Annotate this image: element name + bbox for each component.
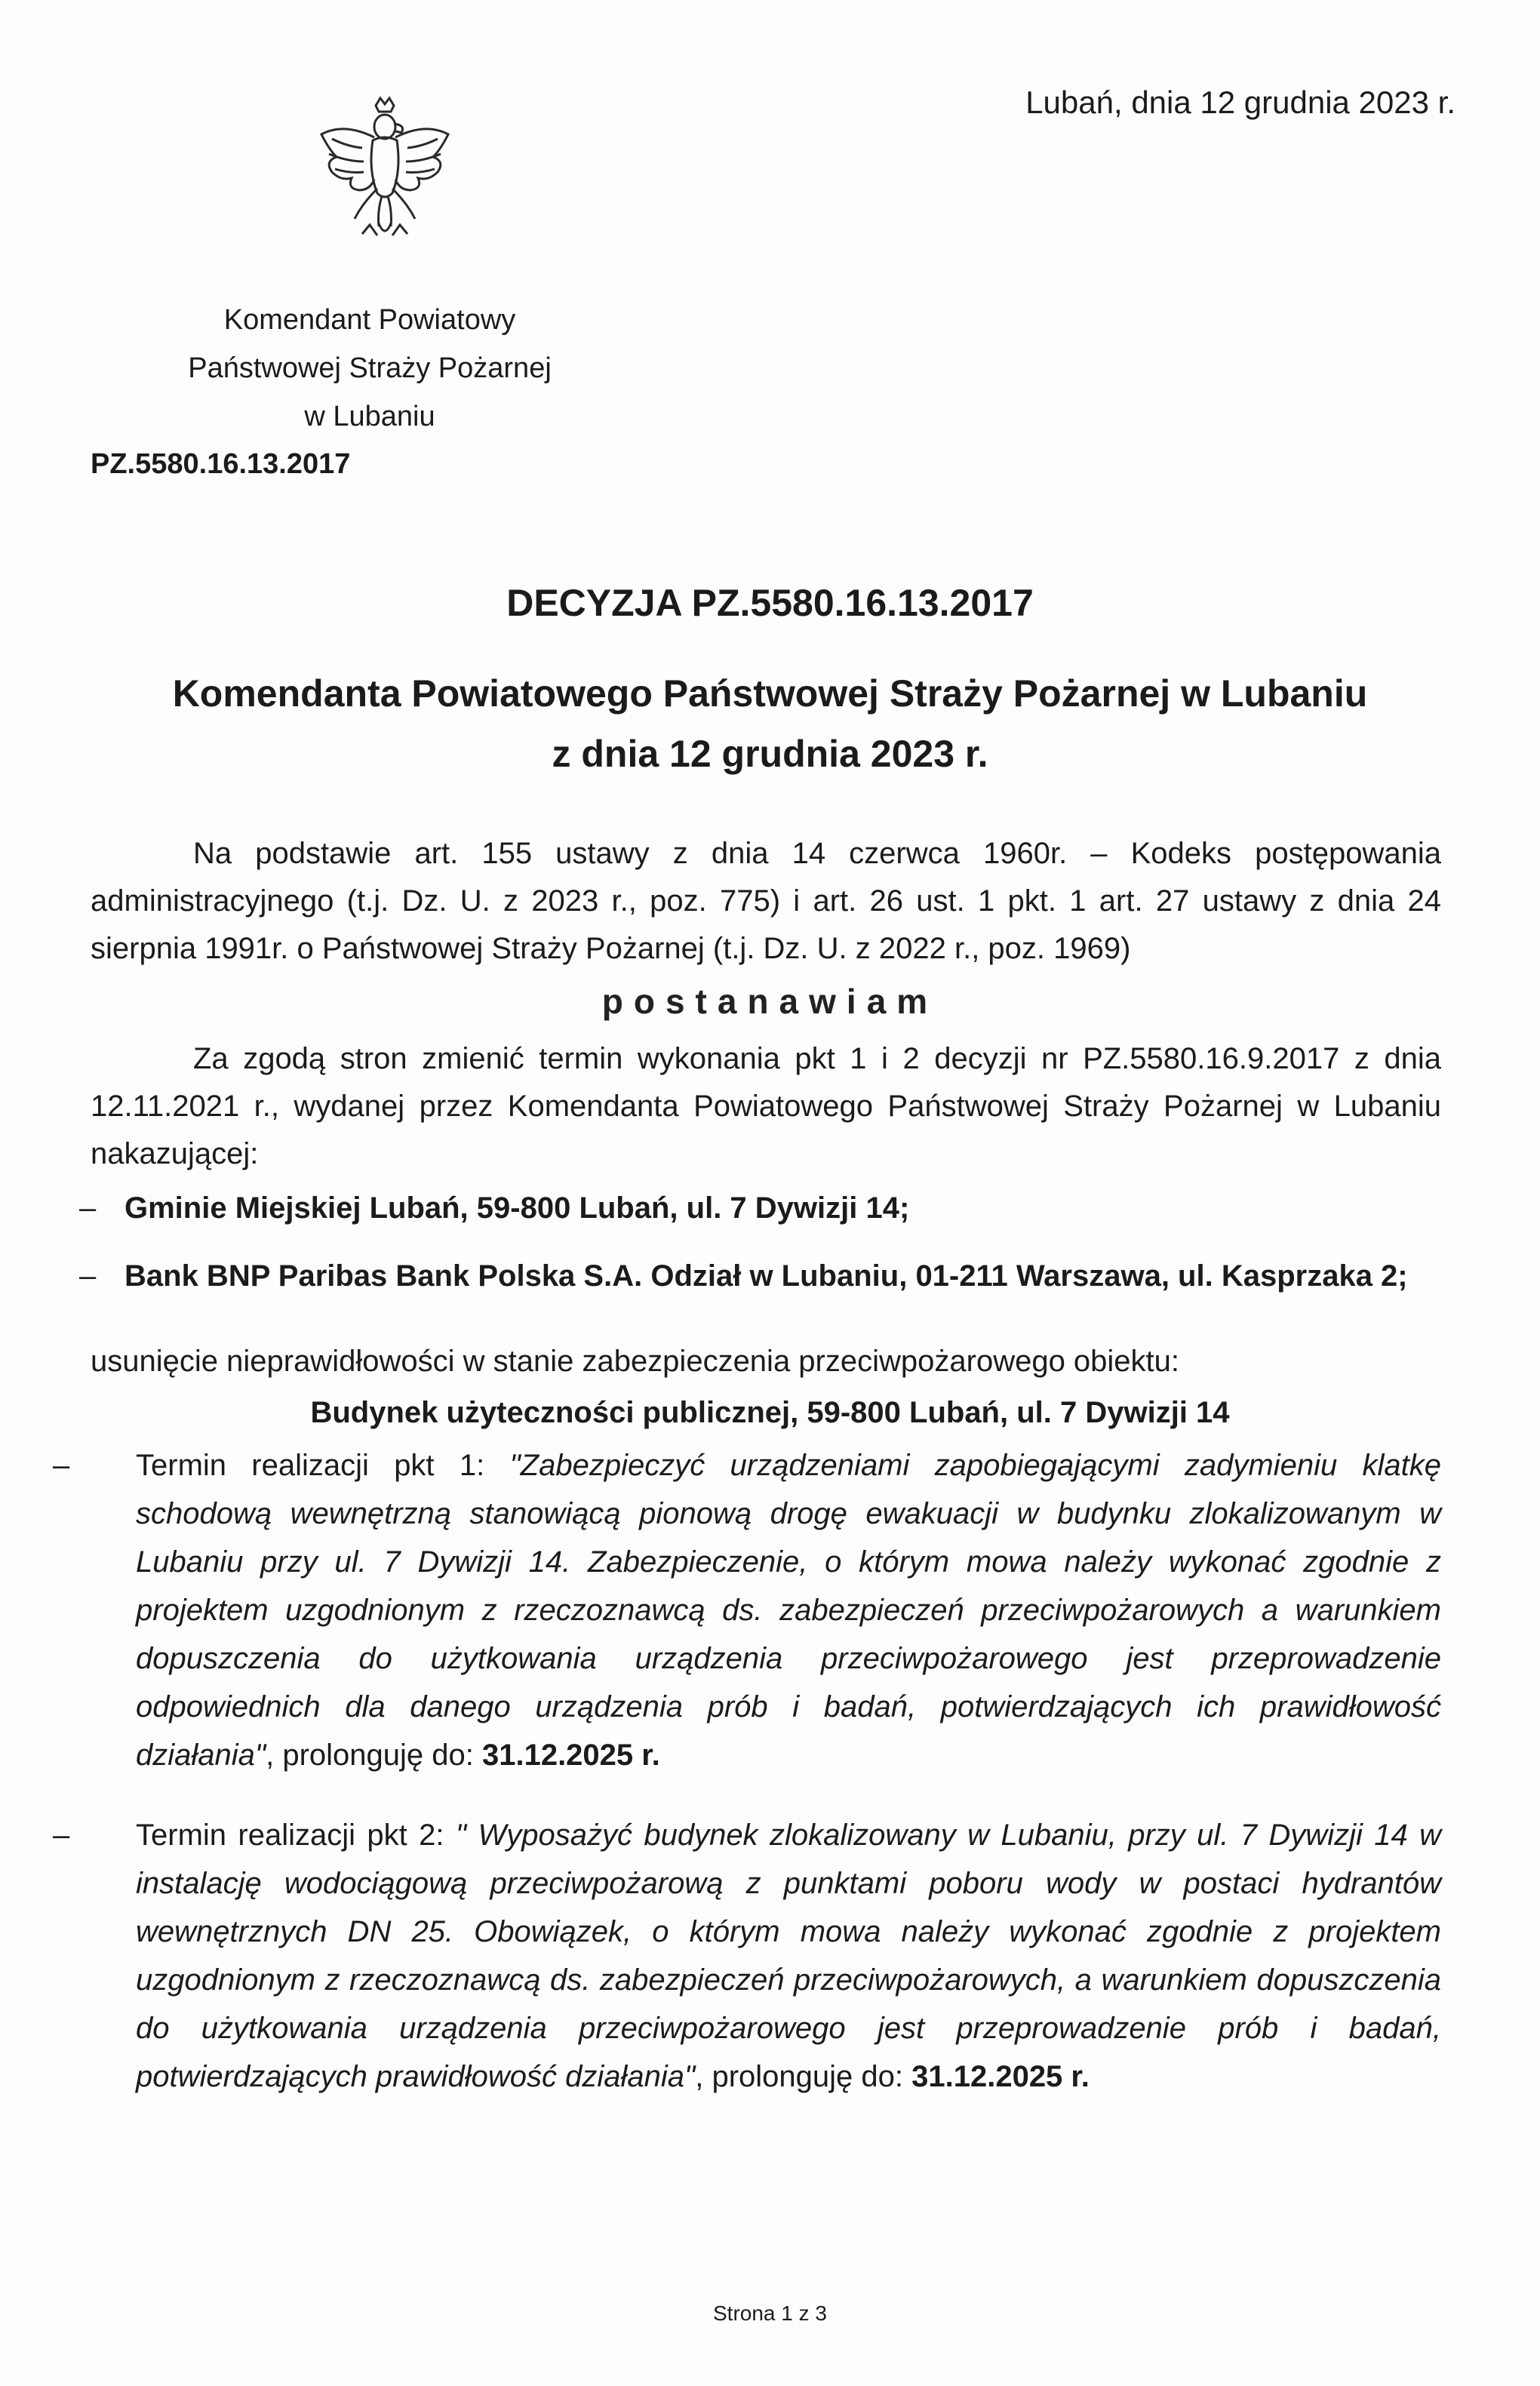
page-number: Strona 1 z 3 (713, 2301, 827, 2325)
place-date: Lubań, dnia 12 grudnia 2023 r. (1025, 85, 1455, 120)
party-text: Gminie Miejskiej Lubań, 59-800 Lubań, ul. 7 Dywizji 14; (124, 1191, 910, 1225)
consent-paragraph: Za zgodą stron zmienić termin wykonania pkt 1 i 2 decyzji nr PZ.5580.16.9.2017 z dnia 12.11.2021 r., wydanej przez Komendanta Powiatowego Państwowej Straży Pożarnej w Lubaniu nakazującej: (91, 1042, 1441, 1170)
authority-line-1: Komendant Powiatowy (223, 304, 516, 336)
decision-date: z dnia 12 grudnia 2023 r. (552, 733, 988, 775)
term-deadline: 31.12.2025 r. (481, 1739, 660, 1772)
term-lead: Termin realizacji pkt 2: (136, 1819, 456, 1852)
party-item (79, 1253, 1441, 1300)
issuing-authority (174, 296, 566, 441)
dash-bullet-icon: – (53, 1819, 70, 1852)
party-item (79, 1185, 1441, 1232)
removal-paragraph: usunięcie nieprawidłowości w stanie zabezpieczenia przeciwpożarowego obiektu: (91, 1345, 1180, 1378)
term-quote: "Zabezpieczyć urządzeniami zapobiegającymi zadymieniu klatkę schodową wewnętrzną stanowiącą pionową drogę ewakuacji w budynku zlokalizowanym w Lubaniu przy ul. 7 Dywizji 14. Zabezpieczenie, o którym mowa należy wykonać zgodnie z projektem uzgodnionym z rzeczoznawcą ds. zabezpieczeń przeciwpożarowych a warunkiem dopuszczenia do użytkowania urządzenia przeciwpożarowego jest przeprowadzenie odpowiednich dla danego urządzenia prób i badań, potwierdzających ich prawidłowość działania" (136, 1449, 1441, 1772)
polish-eagle-emblem-icon (309, 91, 460, 257)
party-text: Bank BNP Paribas Bank Polska S.A. Odział w Lubaniu, 01-211 Warszawa, ul. Kasprzaka 2; (124, 1259, 1408, 1293)
term-item (53, 1811, 1441, 2101)
term-tail: , prolonguję do: (695, 2060, 912, 2093)
term-quote: " Wyposażyć budynek zlokalizowany w Lubaniu, przy ul. 7 Dywizji 14 w instalację wodociągową przeciwpożarową z punktami poboru wody w postaci hydrantów wewnętrznych DN 25. Obowiązek, o którym mowa należy wykonać zgodnie z projektem uzgodnionym z rzeczoznawcą ds. zabezpieczeń przeciwpożarowych, a warunkiem dopuszczenia do użytkowania urządzenia przeciwpożarowego jest przeprowadzenie prób i badań, potwierdzających prawidłowość działania" (136, 1819, 1441, 2093)
issuer-title: Komendanta Powiatowego Państwowej Straży Pożarnej w Lubaniu (172, 672, 1368, 715)
reference-number: PZ.5580.16.13.2017 (91, 448, 351, 480)
authority-line-2: Państwowej Straży Pożarnej (188, 352, 552, 384)
building-name: Budynek użyteczności publicznej, 59-800 Lubań, ul. 7 Dywizji 14 (310, 1396, 1230, 1429)
term-item (53, 1441, 1441, 1779)
term-deadline: 31.12.2025 r. (911, 2060, 1090, 2093)
dash-bullet-icon: – (53, 1449, 70, 1482)
decision-title: DECYZJA PZ.5580.16.13.2017 (506, 582, 1034, 624)
term-tail: , prolonguję do: (266, 1739, 482, 1772)
legal-basis-paragraph: Na podstawie art. 155 ustawy z dnia 14 czerwca 1960r. – Kodeks postępowania administracyjnego (t.j. Dz. U. z 2023 r., poz. 775) i art. 26 ust. 1 pkt. 1 art. 27 ustawy z dnia 24 sierpnia 1991r. o Państwowej Straży Pożarnej (t.j. Dz. U. z 2022 r., poz. 1969) (91, 837, 1441, 965)
term-lead: Termin realizacji pkt 1: (136, 1449, 510, 1482)
dash-bullet-icon: – (79, 1191, 97, 1225)
authority-line-3: w Lubaniu (304, 401, 435, 432)
resolution-heading: postanawiam (601, 982, 939, 1021)
dash-bullet-icon: – (79, 1259, 97, 1293)
